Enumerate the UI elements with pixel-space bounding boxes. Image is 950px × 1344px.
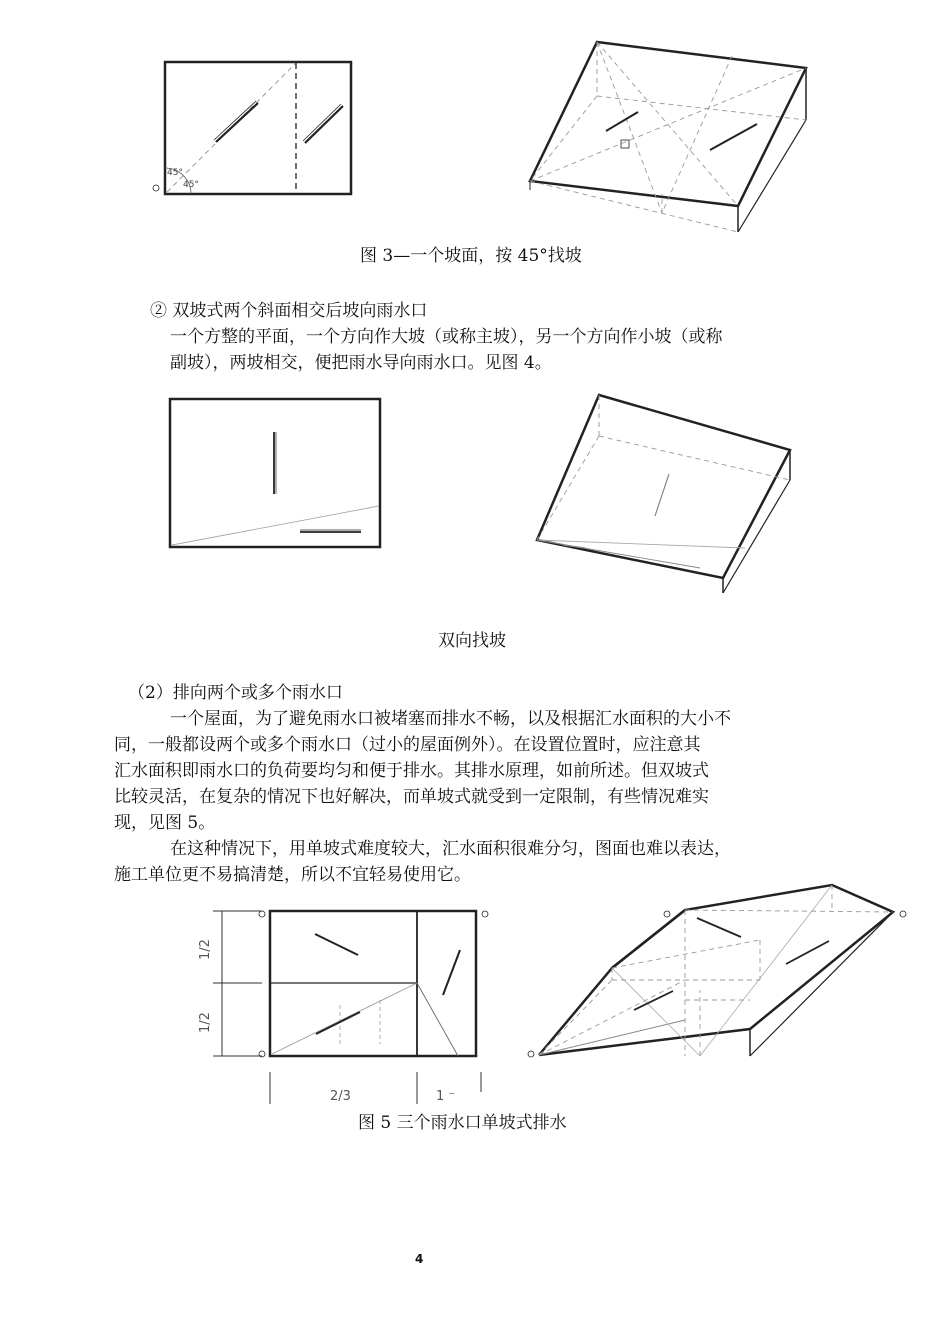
paragraph-line: 同，一般都设两个或多个雨水口（过小的屋面例外）。在设置位置时，应注意其 (114, 735, 701, 755)
section-heading-double-slope: ② 双坡式两个斜面相交后坡向雨水口 (150, 301, 428, 321)
angle-label-1: 45° (167, 168, 183, 178)
page-number: 4 (415, 1252, 424, 1266)
figure4-caption: 双向找坡 (438, 631, 506, 651)
angle-label-2: 45° (183, 180, 199, 190)
paragraph-line: 比较灵活，在复杂的情况下也好解决，而单坡式就受到一定限制，有些情况难实 (114, 787, 709, 807)
drain-outlet (664, 911, 670, 917)
figure3-caption: 图 3—一个坡面，按 45°找坡 (360, 246, 582, 266)
dim-label-one-third: 1 ⁻ (436, 1089, 456, 1104)
paragraph-line: 汇水面积即雨水口的负荷要均匀和便于排水。其排水原理，如前所述。但双坡式 (114, 761, 709, 781)
section-heading-multiple-outlets: （2）排向两个或多个雨水口 (128, 683, 343, 703)
figure5-caption: 图 5 三个雨水口单坡式排水 (358, 1113, 567, 1133)
slope-arrow-2 (634, 991, 673, 1010)
slope-arrow-3 (786, 941, 829, 964)
dim-label-half-top: 1/2 (198, 939, 213, 960)
dim-label-two-thirds: 2/3 (330, 1089, 351, 1104)
dim-label-half-bottom: 1/2 (198, 1012, 213, 1033)
paragraph-line: 在这种情况下，用单坡式难度较大，汇水面积很难分匀，图面也难以表达， (170, 839, 731, 859)
paragraph-line: 一个屋面，为了避免雨水口被堵塞而排水不畅，以及根据汇水面积的大小不 (170, 709, 731, 729)
paragraph-line: 一个方整的平面，一个方向作大坡（或称主坡），另一个方向作小坡（或称 (170, 327, 723, 347)
paragraph-line: 现，见图 5。 (114, 813, 216, 833)
drain-outlet (900, 911, 906, 917)
slope-arrow-1 (697, 918, 741, 937)
paragraph-line: 副坡），两坡相交，便把雨水导向雨水口。见图 4。 (170, 353, 552, 373)
paragraph-line: 施工单位更不易搞清楚，所以不宜轻易使用它。 (114, 865, 471, 885)
drain-outlet (528, 1051, 534, 1057)
